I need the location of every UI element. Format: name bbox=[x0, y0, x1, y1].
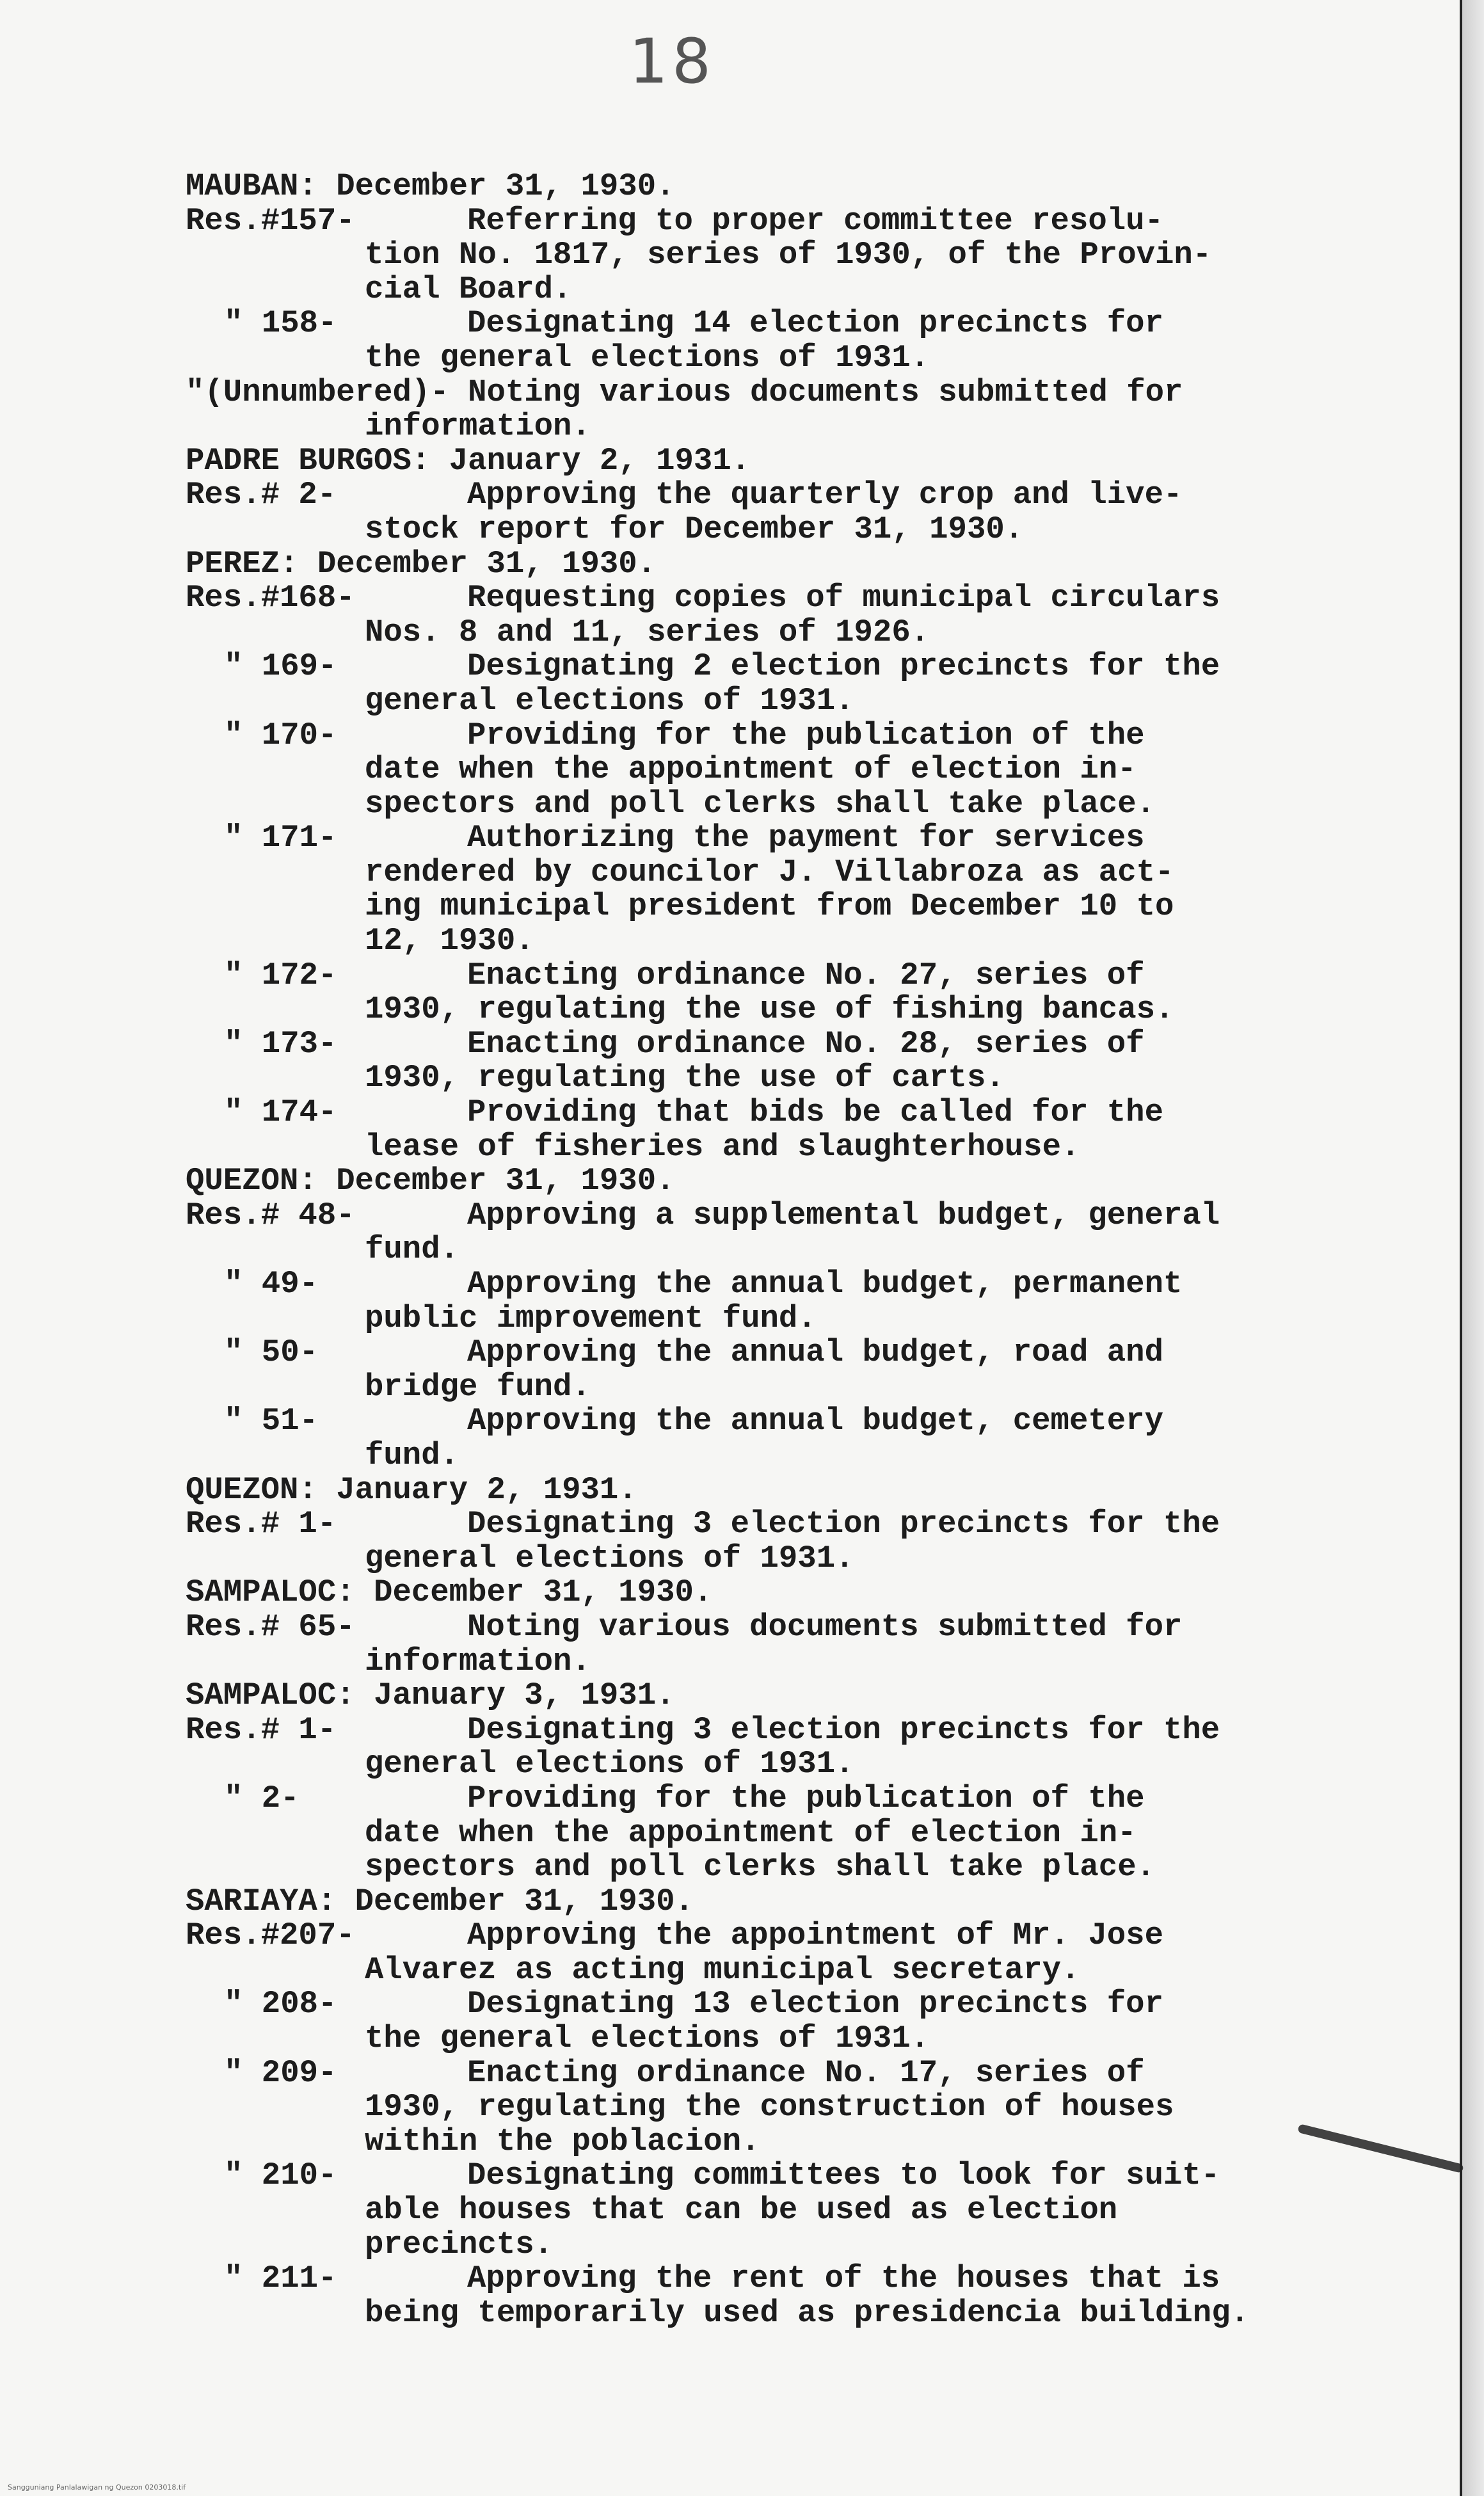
text-line bbox=[186, 1542, 1337, 1576]
text-line bbox=[186, 547, 1337, 582]
continuation-text: 1930, regulating the use of carts. bbox=[365, 1060, 1005, 1096]
text-line bbox=[186, 2228, 1337, 2262]
resolution-number: " 173- bbox=[224, 1025, 337, 1062]
resolution-number: " 210- bbox=[224, 2157, 337, 2194]
continuation-text: public improvement fund. bbox=[365, 1300, 817, 1336]
text-line bbox=[186, 890, 1337, 924]
resolution-text: Enacting ordinance No. 17, series of bbox=[467, 2054, 1145, 2091]
resolution-number: " 211- bbox=[224, 2260, 337, 2297]
text-line bbox=[186, 2125, 1337, 2159]
resolution-text: Authorizing the payment for services bbox=[467, 820, 1145, 856]
text-line bbox=[186, 1782, 1337, 1816]
line-text: SAMPALOC: December 31, 1930. bbox=[186, 1574, 713, 1611]
resolution-text: Designating 2 election precincts for the bbox=[467, 648, 1220, 685]
text-line bbox=[186, 1302, 1337, 1336]
resolution-number: " 209- bbox=[224, 2054, 337, 2091]
text-line bbox=[186, 753, 1337, 787]
text-line bbox=[186, 170, 1337, 204]
continuation-text: date when the appointment of election in- bbox=[365, 751, 1137, 788]
continuation-text: Nos. 8 and 11, series of 1926. bbox=[365, 614, 930, 650]
text-line bbox=[186, 719, 1337, 753]
text-line bbox=[186, 1987, 1337, 2022]
text-line bbox=[186, 1816, 1337, 1851]
continuation-text: date when the appointment of election in- bbox=[365, 1814, 1137, 1851]
continuation-text: 1930, regulating the use of fishing bancas. bbox=[365, 991, 1174, 1028]
line-text: QUEZON: January 2, 1931. bbox=[186, 1471, 637, 1508]
continuation-text: information. bbox=[365, 408, 591, 445]
text-line bbox=[186, 238, 1337, 273]
scan-edge bbox=[1460, 0, 1484, 2496]
resolution-number: " 172- bbox=[224, 957, 337, 993]
text-line bbox=[186, 2296, 1337, 2331]
resolution-text: Approving the appointment of Mr. Jose bbox=[467, 1917, 1163, 1954]
continuation-text: fund. bbox=[365, 1437, 459, 1473]
resolution-number: " 2- bbox=[224, 1780, 299, 1816]
text-line bbox=[186, 444, 1337, 479]
resolution-number: Res.# 65- bbox=[186, 1608, 355, 1645]
resolution-text: Approving the rent of the houses that is bbox=[467, 2260, 1220, 2297]
resolution-text: Approving the quarterly crop and live- bbox=[467, 477, 1183, 513]
resolution-number: " 174- bbox=[224, 1094, 337, 1131]
text-line bbox=[186, 513, 1337, 547]
resolution-number: " 158- bbox=[224, 305, 337, 342]
line-text: QUEZON: December 31, 1930. bbox=[186, 1163, 675, 1199]
continuation-text: spectors and poll clerks shall take place. bbox=[365, 785, 1156, 822]
resolution-text: Enacting ordinance No. 27, series of bbox=[467, 957, 1145, 993]
continuation-text: stock report for December 31, 1930. bbox=[365, 511, 1024, 547]
continuation-text: information. bbox=[365, 1643, 591, 1679]
continuation-text: general elections of 1931. bbox=[365, 1540, 854, 1576]
text-line bbox=[186, 1164, 1337, 1199]
text-line bbox=[186, 581, 1337, 616]
text-line bbox=[186, 1885, 1337, 1919]
resolution-number: " 171- bbox=[224, 820, 337, 856]
continuation-text: ing municipal president from December 10 to bbox=[365, 888, 1174, 925]
line-text: PEREZ: December 31, 1930. bbox=[186, 545, 657, 582]
resolution-number: Res.# 48- bbox=[186, 1197, 355, 1233]
line-text: SAMPALOC: January 3, 1931. bbox=[186, 1677, 675, 1714]
resolution-text: Designating 13 election precincts for bbox=[467, 1986, 1163, 2022]
resolution-text: Designating committees to look for suit- bbox=[467, 2157, 1220, 2194]
resolution-number: Res.#207- bbox=[186, 1917, 355, 1954]
resolution-number: " 50- bbox=[224, 1334, 319, 1371]
text-line bbox=[186, 1576, 1337, 1610]
resolution-number: " 49- bbox=[224, 1266, 319, 1302]
text-line bbox=[186, 959, 1337, 993]
text-line bbox=[186, 2193, 1337, 2228]
resolution-text: Providing that bids be called for the bbox=[467, 1094, 1163, 1131]
text-line bbox=[186, 1473, 1337, 1508]
text-line bbox=[186, 856, 1337, 890]
resolution-number: " 169- bbox=[224, 648, 337, 685]
text-line bbox=[186, 1713, 1337, 1748]
text-line bbox=[186, 341, 1337, 376]
text-line bbox=[186, 684, 1337, 719]
text-line bbox=[186, 1233, 1337, 1267]
text-line bbox=[186, 821, 1337, 856]
text-line bbox=[186, 1199, 1337, 1233]
resolution-number: Res.# 1- bbox=[186, 1506, 337, 1542]
text-line bbox=[186, 410, 1337, 444]
text-line bbox=[186, 1130, 1337, 1165]
text-line bbox=[186, 1336, 1337, 1370]
continuation-text: able houses that can be used as election bbox=[365, 2192, 1118, 2228]
page-number: 18 bbox=[628, 26, 715, 97]
text-line bbox=[186, 1507, 1337, 1542]
text-line bbox=[186, 1919, 1337, 1953]
continuation-text: spectors and poll clerks shall take place. bbox=[365, 1849, 1156, 1885]
continuation-text: 12, 1930. bbox=[365, 923, 534, 959]
text-line bbox=[186, 2022, 1337, 2056]
scan-footer: Sangguniang Panlalawigan ng Quezon 0203018.tif bbox=[8, 2483, 186, 2492]
text-line bbox=[186, 1953, 1337, 1988]
resolution-text: Noting various documents submitted for bbox=[467, 1608, 1183, 1645]
resolution-text: Designating 3 election precincts for the bbox=[467, 1711, 1220, 1748]
continuation-text: tion No. 1817, series of 1930, of the Provin- bbox=[365, 237, 1212, 273]
continuation-text: general elections of 1931. bbox=[365, 1746, 854, 1782]
resolutions-text bbox=[186, 170, 1337, 2330]
continuation-text: the general elections of 1931. bbox=[365, 2020, 930, 2057]
continuation-text: the general elections of 1931. bbox=[365, 339, 930, 376]
resolution-text: Approving the annual budget, permanent bbox=[467, 1266, 1183, 1302]
text-line bbox=[186, 993, 1337, 1027]
resolution-text: Approving the annual budget, cemetery bbox=[467, 1403, 1163, 1439]
continuation-text: rendered by councilor J. Villabroza as act- bbox=[365, 854, 1174, 890]
text-line bbox=[186, 1404, 1337, 1439]
text-line bbox=[186, 1645, 1337, 1679]
resolution-text: Providing for the publication of the bbox=[467, 717, 1145, 753]
continuation-text: within the poblacion. bbox=[365, 2123, 760, 2159]
resolution-number: Res.#157- bbox=[186, 202, 355, 239]
text-line bbox=[186, 1610, 1337, 1645]
resolution-text: Approving a supplemental budget, general bbox=[467, 1197, 1220, 1233]
text-line bbox=[186, 2262, 1337, 2296]
resolution-number: " 170- bbox=[224, 717, 337, 753]
continuation-text: Alvarez as acting municipal secretary. bbox=[365, 1951, 1080, 1988]
text-line bbox=[186, 307, 1337, 341]
line-text: SARIAYA: December 31, 1930. bbox=[186, 1883, 694, 1919]
resolution-number: " 208- bbox=[224, 1986, 337, 2022]
text-line bbox=[186, 1747, 1337, 1782]
resolution-text: Referring to proper committee resolu- bbox=[467, 202, 1163, 239]
text-line bbox=[186, 2090, 1337, 2125]
text-line bbox=[186, 1370, 1337, 1405]
resolution-text: Enacting ordinance No. 28, series of bbox=[467, 1025, 1145, 1062]
continuation-text: being temporarily used as presidencia building. bbox=[365, 2294, 1250, 2331]
continuation-text: fund. bbox=[365, 1231, 459, 1268]
text-line bbox=[186, 787, 1337, 822]
resolution-number: Res.# 1- bbox=[186, 1711, 337, 1748]
text-line bbox=[186, 1027, 1337, 1062]
resolution-number: Res.#168- bbox=[186, 580, 355, 616]
continuation-text: precincts. bbox=[365, 2226, 554, 2262]
text-line bbox=[186, 1096, 1337, 1130]
text-line bbox=[186, 1850, 1337, 1885]
line-text: "(Unnumbered)- Noting various documents submitted for bbox=[186, 374, 1183, 410]
text-line bbox=[186, 616, 1337, 650]
text-line bbox=[186, 1439, 1337, 1473]
text-line bbox=[186, 2056, 1337, 2091]
text-line bbox=[186, 650, 1337, 684]
continuation-text: cial Board. bbox=[365, 271, 572, 307]
line-text: PADRE BURGOS: January 2, 1931. bbox=[186, 442, 751, 479]
continuation-text: bridge fund. bbox=[365, 1368, 591, 1405]
resolution-text: Approving the annual budget, road and bbox=[467, 1334, 1163, 1371]
text-line bbox=[186, 924, 1337, 959]
text-line bbox=[186, 478, 1337, 513]
continuation-text: general elections of 1931. bbox=[365, 682, 854, 719]
resolution-text: Designating 14 election precincts for bbox=[467, 305, 1163, 342]
text-line bbox=[186, 2159, 1337, 2193]
text-line bbox=[186, 1061, 1337, 1096]
text-line bbox=[186, 1267, 1337, 1302]
continuation-text: 1930, regulating the construction of houses bbox=[365, 2089, 1174, 2125]
line-text: MAUBAN: December 31, 1930. bbox=[186, 168, 675, 204]
continuation-text: lease of fisheries and slaughterhouse. bbox=[365, 1128, 1080, 1165]
text-line bbox=[186, 273, 1337, 307]
resolution-number: " 51- bbox=[224, 1403, 319, 1439]
text-line bbox=[186, 376, 1337, 410]
resolution-number: Res.# 2- bbox=[186, 477, 337, 513]
text-line bbox=[186, 204, 1337, 239]
resolution-text: Providing for the publication of the bbox=[467, 1780, 1145, 1816]
resolution-text: Requesting copies of municipal circulars bbox=[467, 580, 1220, 616]
text-line bbox=[186, 1679, 1337, 1713]
resolution-text: Designating 3 election precincts for the bbox=[467, 1506, 1220, 1542]
